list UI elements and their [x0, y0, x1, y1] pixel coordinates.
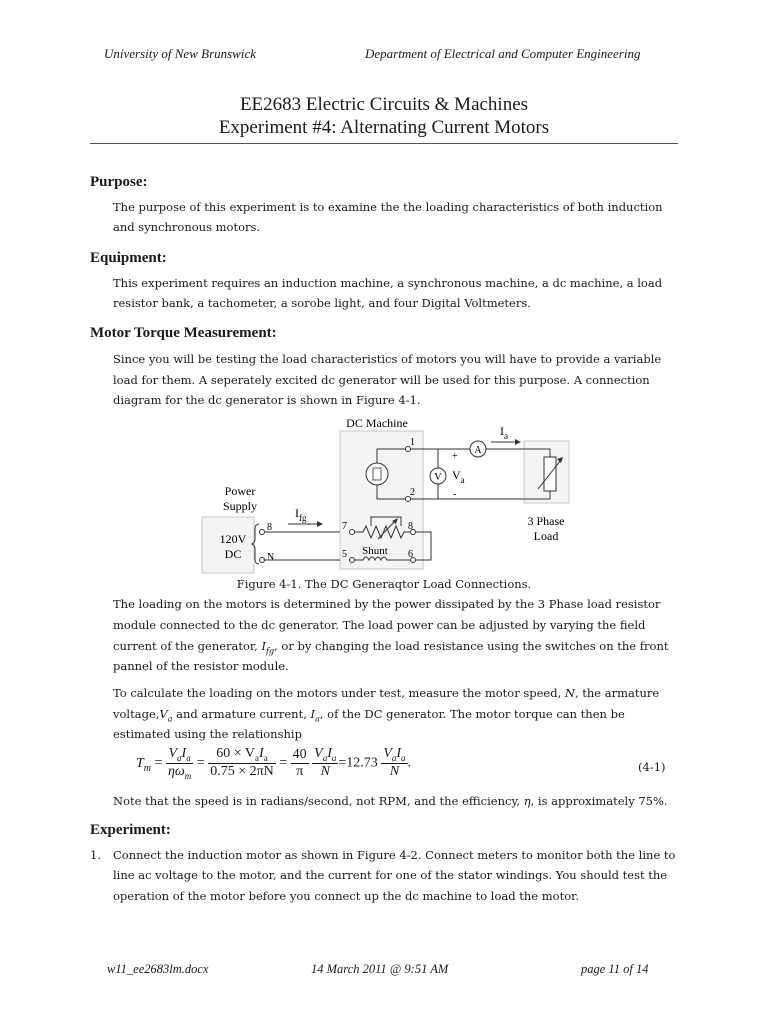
supply-node-bottom: [260, 558, 265, 563]
header-university: University of New Brunswick: [104, 46, 257, 61]
dc-generator-circuit-diagram: [195, 413, 575, 575]
eta-symbol: η: [523, 794, 531, 808]
document-title: EE2683 Electric Circuits & Machines: [239, 94, 529, 115]
load-line-3-start: current of the generator,: [113, 639, 258, 653]
ifg-label: $I_{fg}$: [295, 506, 307, 523]
footer-filename: w11_ee2683lm.docx: [107, 962, 209, 976]
torque-equation: $T_m$ = $\frac{V_aI_a}{\eta\omega_m}$ = $\frac{60 \times V_aI_a}{0.75 \times 2\pi N}$ = $\frac{40}{\pi}$ $\frac{V_aI_a}{N}$ =12.73 $\frac{V_aI_a}{N}$ .: [136, 746, 412, 781]
load-line-3-end: , or by changing the load resistance using the switches on the front: [274, 639, 669, 653]
step-1-line-2: line ac voltage to the motor, and the current for one of the stator windings. You should test the: [113, 868, 668, 882]
load-line-2: module connected to the dc generator. The load power can be adjusted by varying the field: [113, 618, 646, 632]
purpose-line-2: and synchronous motors.: [113, 220, 261, 234]
eq-fraction-2: $\frac{60 \times V_aI_a}{0.75 \times 2\pi N}$: [210, 746, 274, 780]
power-supply-label-2: Supply: [222, 499, 258, 513]
plus-sign: +: [452, 451, 458, 462]
node-5: [350, 558, 355, 563]
terminal-2: 2: [410, 487, 415, 498]
voltmeter-label: V: [434, 472, 442, 483]
eq-fraction-3: $\frac{40}{\pi}$: [292, 746, 307, 779]
load-line-1: The loading on the motors is determined by the power dissipated by the 3 Phase load resistor: [113, 597, 661, 611]
document-subtitle: Experiment #4: Alternating Current Motors: [218, 117, 550, 138]
terminal-8: 8: [408, 521, 413, 532]
armature-brushes: [373, 468, 381, 480]
va-symbol: $V_a$: [159, 707, 173, 724]
supply-terminal-8: 8: [267, 522, 272, 533]
ammeter-label: A: [474, 445, 482, 456]
minus-sign: -: [453, 489, 457, 500]
eq-fraction-1: $\frac{V_aI_a}{\eta\omega_m}$: [167, 746, 192, 781]
load-line-4: pannel of the resistor module.: [113, 659, 289, 673]
power-supply-label-1: Power: [224, 484, 256, 498]
footer-page: page 11 of 14: [581, 962, 649, 976]
eq-fraction-4: $\frac{V_aI_a}{N}$: [314, 746, 337, 780]
equation-number: (4-1): [638, 760, 666, 774]
calc-line-3: estimated using the relationship: [113, 727, 302, 741]
va-label: $V_a$: [452, 468, 465, 485]
figure-caption: Figure 4-1. The DC Generaqtor Load Connections.: [236, 577, 532, 591]
torque-intro-1: Since you will be testing the load characteristics of motors you will have to provide a variable: [113, 352, 662, 366]
ia-arrowhead: [515, 439, 521, 445]
step-1-line-1: Connect the induction motor as shown in Figure 4-2. Connect meters to monitor both the line to: [113, 848, 676, 862]
ia-symbol: $I_a$: [310, 707, 320, 724]
calc-line-1: To calculate the loading on the motors under test, measure the motor speed, N, the armature: [113, 686, 660, 700]
experiment-heading: Experiment:: [90, 822, 171, 838]
torque-intro-3: diagram for the dc generator is shown in Figure 4-1.: [113, 393, 421, 407]
voltage-label-2: DC: [224, 547, 242, 561]
eq-coefficient: =12.73: [338, 755, 378, 771]
eq-fraction-5: $\frac{V_aI_a}{N}$: [383, 746, 406, 780]
header-department: Department of Electrical and Computer Engineering: [365, 46, 641, 61]
note-line: Note that the speed is in radians/second, not RPM, and the efficiency, η, is approximately 75%.: [113, 794, 668, 808]
load-label-2: Load: [533, 529, 559, 543]
terminal-1: 1: [410, 437, 415, 448]
equipment-heading: Equipment:: [90, 250, 167, 266]
calc-line-2: $voltage,V_a$ and armature current, $I_a$, of the DC generator. The motor torque can then be: [113, 707, 625, 724]
load-line-3: [113, 639, 668, 655]
equipment-line-1: This experiment requires an induction machine, a synchronous machine, a dc machine, a load: [113, 276, 663, 290]
torque-intro-2: load for them. A seperately excited dc generator will be used for this purpose. A connection: [113, 373, 650, 387]
equipment-line-2: resistor bank, a tachometer, a sorobe light, and four Digital Voltmeters.: [113, 296, 531, 310]
torque-heading: Motor Torque Measurement:: [90, 325, 277, 341]
terminal-6: 6: [408, 549, 413, 560]
title-rule: [90, 143, 678, 144]
n-symbol: N: [564, 686, 575, 700]
load-label-1: 3 Phase: [527, 514, 565, 528]
purpose-line-1: The purpose of this experiment is to examine the the loading characteristics of both induction: [113, 200, 663, 214]
dc-machine-label: DC Machine: [346, 416, 408, 430]
node-7: [350, 530, 355, 535]
ifg-arrowhead: [317, 521, 323, 527]
supply-terminal-n: N: [267, 552, 275, 563]
footer-date: 14 March 2011 @ 9:51 AM: [311, 962, 449, 976]
shunt-label: Shunt: [362, 545, 388, 557]
step-number: 1.: [90, 848, 101, 862]
ia-label: $I_a$: [500, 424, 508, 441]
purpose-heading: Purpose:: [90, 174, 148, 190]
supply-node-top: [260, 530, 265, 535]
eq-lhs: $T_m$: [136, 755, 152, 774]
step-1-line-3: operation of the motor before you connect up the dc machine to load the motor.: [113, 889, 580, 903]
terminal-7: 7: [342, 521, 347, 532]
voltage-label-1: 120V: [219, 532, 247, 546]
ifg-symbol: $I_{fg}$: [261, 639, 275, 656]
terminal-5: 5: [342, 549, 347, 560]
